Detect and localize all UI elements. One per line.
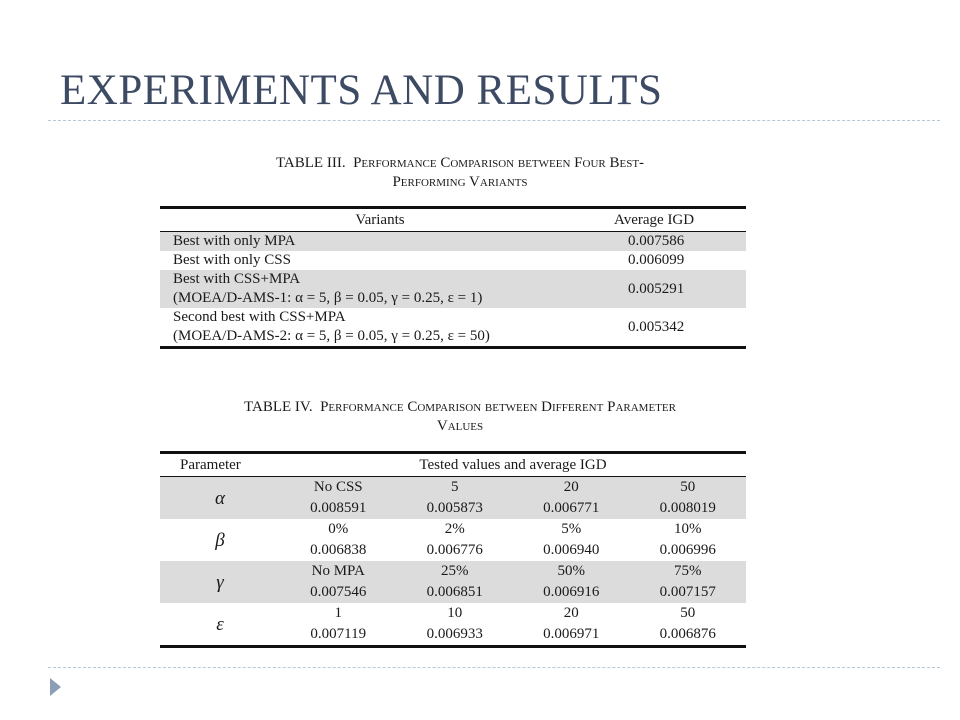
variant-name: Best with only MPA: [173, 233, 296, 249]
tested-value-label: 20: [563, 605, 579, 621]
table3-igd-cell: 0.006099: [628, 252, 685, 268]
table3-header-igd: Average IGD: [600, 208, 746, 232]
table-row: [160, 232, 746, 252]
tested-value-label: 10: [447, 605, 463, 621]
slide-bullet-icon: [50, 678, 61, 696]
average-igd-value: 0.006933: [397, 624, 514, 647]
table-row: [160, 270, 746, 308]
tested-value-label: 75%: [630, 561, 747, 582]
average-igd-value: 0.006838: [310, 542, 367, 558]
tested-value-label: 2%: [444, 521, 465, 537]
variant-params: (MOEA/D-AMS-2: α = 5, β = 0.05, γ = 0.25, ε = 50): [173, 328, 490, 344]
table3-header-variants: Variants: [160, 208, 600, 232]
tested-value-label: 0%: [328, 521, 349, 537]
tested-value-label: 5: [397, 477, 514, 499]
average-igd-value: 0.006776: [426, 542, 483, 558]
parameter-symbol: β: [215, 529, 225, 551]
table-row: [160, 477, 746, 499]
tested-value-label: 50: [680, 605, 696, 621]
slide-title: EXPERIMENTS AND RESULTS: [60, 67, 663, 114]
table3-caption: [160, 154, 760, 192]
variant-name: Second best with CSS+MPA: [173, 309, 346, 325]
table3-variant-cell: [160, 232, 600, 252]
table-row: [160, 603, 746, 624]
average-igd-value: 0.007119: [280, 624, 397, 647]
tested-value-label: No CSS: [280, 477, 397, 499]
average-igd-value: 0.005873: [397, 498, 514, 519]
average-igd-value: 0.006876: [630, 624, 747, 647]
tested-value-label: 50: [630, 477, 747, 499]
table3-variant-cell: [160, 251, 600, 270]
average-igd-value: 0.006771: [513, 498, 630, 519]
variant-name: Best with only CSS: [173, 252, 291, 268]
table-row: [160, 519, 746, 540]
table4: [160, 451, 746, 648]
parameter-symbol: ε: [160, 603, 280, 647]
table3: [160, 206, 746, 349]
table4-caption: [160, 398, 760, 436]
variant-name: Best with CSS+MPA: [173, 271, 301, 287]
average-igd-value: 0.006971: [513, 624, 630, 647]
table3-igd-cell: 0.005291: [600, 270, 746, 308]
tested-value-label: 25%: [397, 561, 514, 582]
tested-value-label: 50%: [513, 561, 630, 582]
average-igd-value: 0.006940: [543, 542, 600, 558]
average-igd-value: 0.007157: [630, 582, 747, 603]
table4-header-parameter: Parameter: [160, 453, 280, 477]
table3-igd-cell: 0.005342: [600, 308, 746, 348]
tested-value-label: 10%: [674, 521, 702, 537]
table-row: [160, 561, 746, 582]
parameter-symbol: α: [160, 477, 280, 520]
footer-divider: [48, 667, 940, 668]
table4-caption-line1: Performance Comparison between Different Parameter: [320, 399, 676, 415]
variant-params: (MOEA/D-AMS-1: α = 5, β = 0.05, γ = 0.25, ε = 1): [173, 290, 483, 306]
table4-header-values: Tested values and average IGD: [280, 453, 746, 477]
table3-caption-line1: Performance Comparison between Four Best-: [353, 155, 645, 171]
tested-value-label: No MPA: [280, 561, 397, 582]
average-igd-value: 0.006996: [659, 542, 716, 558]
table-row: [160, 308, 746, 348]
average-igd-value: 0.008019: [630, 498, 747, 519]
table3-variant-cell: [160, 270, 600, 308]
parameter-symbol: γ: [160, 561, 280, 603]
table3-caption-label: TABLE III.: [275, 155, 346, 171]
table3-caption-line2: Performing Variants: [392, 174, 528, 190]
title-divider: [48, 120, 940, 121]
table-row: [160, 251, 746, 270]
table4-body: [160, 477, 746, 647]
table4-caption-line2: Values: [436, 418, 484, 434]
average-igd-value: 0.007546: [280, 582, 397, 603]
tested-value-label: 1: [334, 605, 342, 621]
average-igd-value: 0.008591: [280, 498, 397, 519]
average-igd-value: 0.006916: [513, 582, 630, 603]
table4-caption-label: TABLE IV.: [244, 399, 313, 415]
table3-igd-cell: 0.007586: [600, 232, 746, 252]
average-igd-value: 0.006851: [397, 582, 514, 603]
table3-variant-cell: [160, 308, 600, 348]
tested-value-label: 20: [513, 477, 630, 499]
tested-value-label: 5%: [561, 521, 582, 537]
